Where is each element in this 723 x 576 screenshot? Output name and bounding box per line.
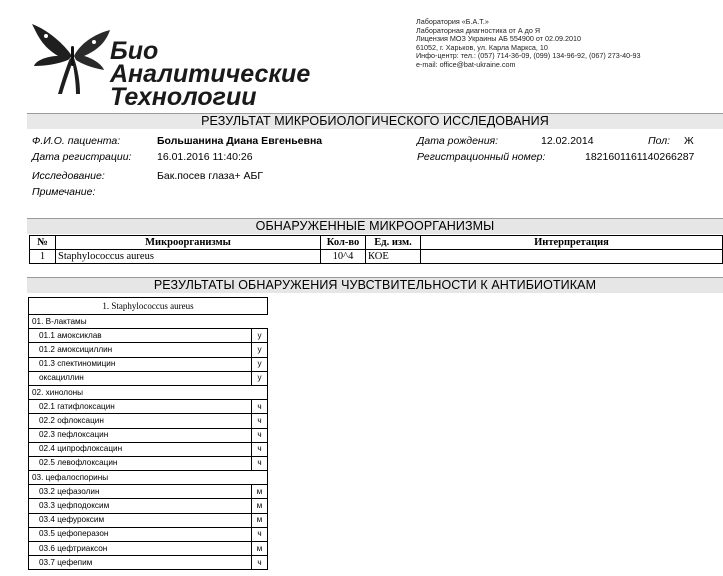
sex-value: Ж [684,135,694,147]
reg-date-label: Дата регистрации: [32,151,132,163]
antibiotic-result: м [252,499,268,513]
antibiotic-name: 03.4 цефуроксим [29,513,252,527]
table-row [29,371,268,385]
antibiotic-result: ч [252,442,268,456]
antibiotic-result: ч [252,456,268,470]
lab-info-line: Лицензия МОЗ Украины АБ 554900 от 02.09.2010 [416,34,581,44]
antibiotic-result: у [252,343,268,357]
group-row [29,315,268,329]
micro-section-title: ОБНАРУЖЕННЫЕ МИКРООРГАНИЗМЫ [27,218,723,234]
reg-num-label: Регистрационный номер: [417,151,546,163]
table-row [29,527,268,541]
col-num-header: № [30,236,56,250]
antibiotic-name: 02.4 ципрофлоксацин [29,442,252,456]
antibiotic-name: оксациллин [29,371,252,385]
table-row [29,485,268,499]
antibiotic-result: у [252,371,268,385]
antibiotic-name: 03.6 цефтриаксон [29,542,252,556]
table-row [29,343,268,357]
patient-label: Ф.И.О. пациента: [32,135,121,147]
logo-line: Аналитические [110,60,311,88]
lab-info-line: Лаборатория «Б.А.Т.» [416,17,489,26]
note-label: Примечание: [32,186,96,198]
report-title: РЕЗУЛЬТАТ МИКРОБИОЛОГИЧЕСКОГО ИССЛЕДОВАНИЯ [27,113,723,129]
micro-table-header [30,236,723,250]
patient-name: Большанина Диана Евгеньевна [157,135,323,147]
row-qty: 10^4 [321,250,366,264]
table-row [29,556,268,570]
lab-info-line: Инфо-центр: тел.: (057) 714-36-09, (099) 134-96-92, (067) 273-40-93 [416,51,641,61]
col-interp-header: Интерпретация [421,236,723,250]
organism-header: 1. Staphylococcus aureus [29,298,268,315]
col-qty-header: Кол-во [321,236,366,250]
group-row [29,471,268,485]
table-row [29,428,268,442]
row-interp [421,250,723,264]
logo-line: Технологии [110,83,257,111]
row-organism: Staphylococcus aureus [56,250,321,264]
micro-table [29,235,723,264]
table-row [29,414,268,428]
antibiotic-result: ч [252,414,268,428]
antibiotic-name: 03.2 цефазолин [29,485,252,499]
group-label: 03. цефалоспорины [29,471,268,485]
table-row [29,400,268,414]
antibiotic-name: 02.1 гатифлоксацин [29,400,252,414]
antibiotics-table [28,297,268,570]
antibiotic-name: 03.5 цефоперазон [29,527,252,541]
antibiotic-result: у [252,357,268,371]
lab-contact-info [416,18,641,70]
table-row [29,499,268,513]
table-row [29,442,268,456]
row-unit: КОЕ [366,250,421,264]
col-organism-header: Микроорганизмы [56,236,321,250]
table-row [29,456,268,470]
antibiotics-section-title: РЕЗУЛЬТАТЫ ОБНАРУЖЕНИЯ ЧУВСТВИТЕЛЬНОСТИ К АНТИБИОТИКАМ [27,277,723,293]
col-unit-header: Ед. изм. [366,236,421,250]
logo-wordmark [110,37,311,111]
group-label: 01. B-лактамы [29,315,268,329]
antibiotic-name: 01.1 амоксиклав [29,329,252,343]
antibiotic-result: ч [252,527,268,541]
antibiotic-name: 02.5 левофлоксацин [29,456,252,470]
antibiotic-result: у [252,329,268,343]
group-label: 02. хинолоны [29,385,268,399]
antibiotic-result: м [252,485,268,499]
table-row [29,542,268,556]
butterfly-logo-icon [28,16,114,98]
table-row [30,250,723,264]
antibiotic-name: 03.3 цефподоксим [29,499,252,513]
antibiotic-name: 03.7 цефепим [29,556,252,570]
reg-num: 1821601161140266287 [585,151,695,163]
antibiotic-result: ч [252,556,268,570]
table-row [29,357,268,371]
table-row [29,513,268,527]
antibiotic-result: ч [252,428,268,442]
lab-info-line: 61052, г. Харьков, ул. Карла Маркса, 10 [416,42,548,52]
antibiotic-name: 02.3 пефлоксацин [29,428,252,442]
organism-header-row [29,298,268,315]
antibiotic-result: м [252,542,268,556]
birth-label: Дата рождения: [417,135,499,147]
lab-info-line: e-mail: office@bat-ukraine.com [416,59,516,69]
table-row [29,329,268,343]
lab-info-line: Лабораторная диагностика от А до Я [416,25,541,35]
group-row [29,385,268,399]
reg-date: 16.01.2016 11:40:26 [157,151,253,163]
antibiotic-result: м [252,513,268,527]
birth-date: 12.02.2014 [541,135,594,147]
sex-label: Пол: [648,135,671,147]
antibiotic-name: 01.2 амоксициллин [29,343,252,357]
study-value: Бак.посев глаза+ АБГ [157,170,264,182]
antibiotic-name: 01.3 спектиномицин [29,357,252,371]
antibiotic-name: 02.2 офлоксацин [29,414,252,428]
row-num: 1 [30,250,56,264]
study-label: Исследование: [32,170,105,182]
antibiotic-result: ч [252,400,268,414]
logo-line: Био [110,37,159,65]
